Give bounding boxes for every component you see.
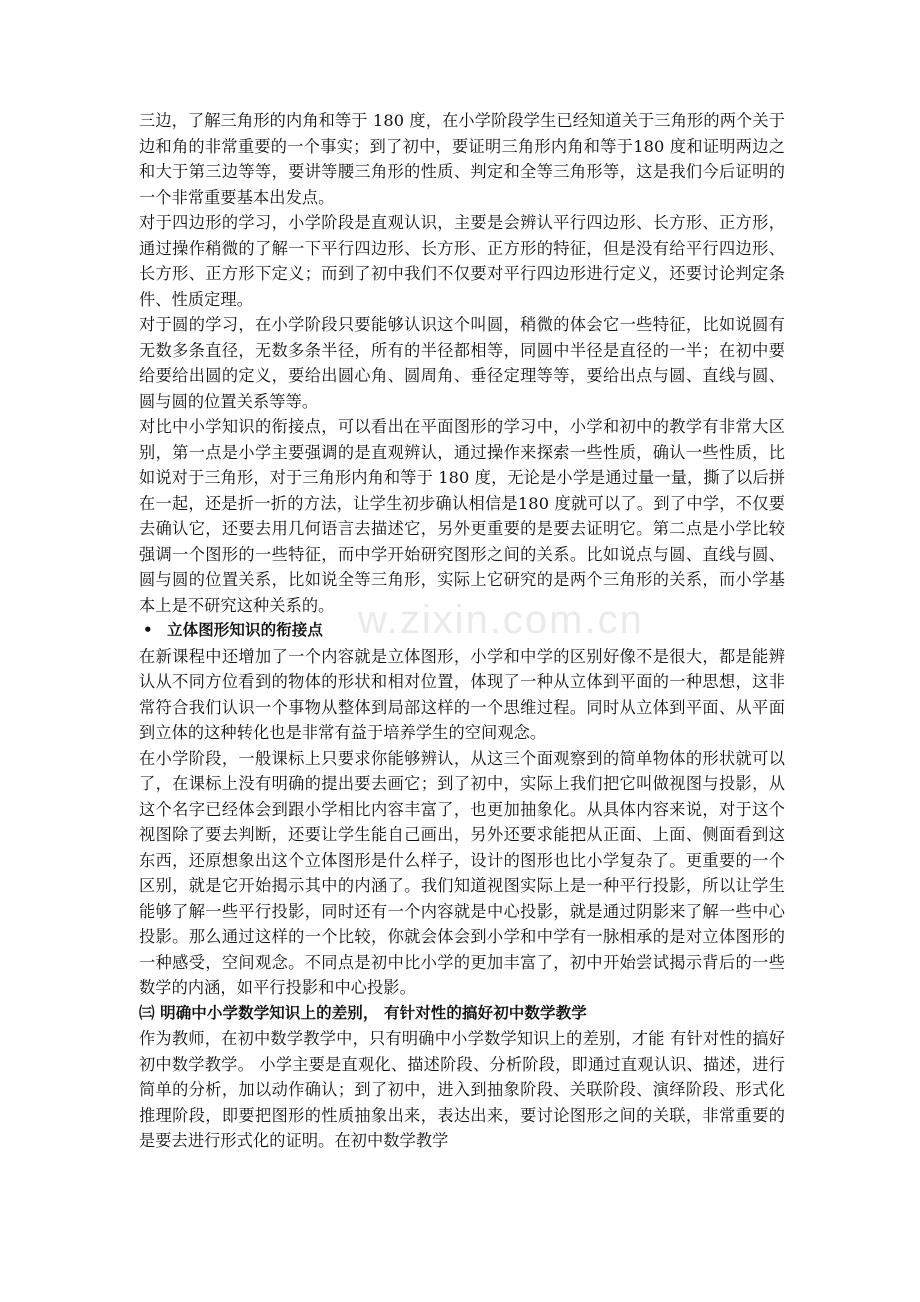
document-body bbox=[139, 108, 785, 1154]
paragraph-solid-figures: 在新课程中还增加了一个内容就是立体图形，小学和中学的区别好像不是很大，都是能辨认从不同方位看到的物体的形状和相对位置，体现了一种从立体到平面的一种思想，这非常符合我们认识一个事物从整体到局部这样的一个思维过程。同时从立体到平面、从平面到立体的这种转化也是非常有益于培养学生的空间观念。 bbox=[139, 646, 785, 742]
paragraph-triangles: 三边，了解三角形的内角和等于 180 度，在小学阶段学生已经知道关于三角形的两个关于边和角的非常重要的一个事实；到了初中，要证明三角形内角和等于180 度和证明两边之和大于第三边等等，要讲等腰三角形的性质、判定和全等三角形等，这是我们今后证明的一个非常重要基本出发点。 bbox=[139, 111, 785, 207]
section-heading-label: 立体图形知识的衔接点 bbox=[167, 621, 324, 639]
section-heading-differences: ㈢ 明确中小学数学知识上的差别， 有针对性的搞好初中数学教学 bbox=[139, 1003, 587, 1022]
paragraph-circles: 对于圆的学习，在小学阶段只要能够认识这个叫圆，稍微的体会它一些特征，比如说圆有无数多条直径，无数多条半径，所有的半径都相等，同圆中半径是直径的一半；在初中要给要给出圆的定义，要给出圆心角、圆周角、垂径定理等等，要给出点与圆、直线与圆、圆与圆的位置关系等等。 bbox=[139, 315, 785, 411]
paragraph-quadrilaterals: 对于四边形的学习，小学阶段是直观认识，主要是会辨认平行四边形、长方形、正方形，通过操作稍微的了解一下平行四边形、长方形、正方形的特征，但是没有给平行四边形、长方形、正方形下定义；而到了初中我们不仅要对平行四边形进行定义，还要讨论判定条件、性质定理。 bbox=[139, 213, 785, 309]
bullet-icon: • bbox=[143, 621, 153, 639]
watermark: w.zixin.com.cn bbox=[358, 598, 644, 642]
section-heading-solid-figures bbox=[139, 618, 785, 644]
paragraph-views-projection: 在小学阶段，一般课标上只要求你能够辨认，从这三个面观察到的简单物体的形状就可以了，在课标上没有明确的提出要去画它；到了初中，实际上我们把它叫做视图与投影，从这个名字已经体会到跟小学相比内容丰富了，也更加抽象化。从具体内容来说，对于这个视图除了要去判断，还要让学生能自己画出，另外还要求能把从正面、上面、侧面看到这东西，还原想象出这个立体图形是什么样子，设计的图形也比小学复杂了。更重要的一个区别，就是它开始揭示其中的内涵了。我们知道视图实际上是一种平行投影，所以让学生能够了解一些平行投影，同时还有一个内容就是中心投影，就是通过阴影来了解一些中心投影。那么通过这样的一个比较，你就会体会到小学和中学有一脉相承的是对立体图形的一种感受，空间观念。不同点是初中比小学的更加丰富了，初中开始尝试揭示背后的一些数学的内涵，如平行投影和中心投影。 bbox=[139, 748, 785, 997]
paragraph-teacher-role: 作为教师，在初中数学教学中，只有明确中小学数学知识上的差别，才能 有针对性的搞好初中数学教学。 小学主要是直观化、描述阶段、分析阶段，即通过直观认识、描述，进行简单的分析，加以动作确认；到了初中，进入到抽象阶段、关联阶段、演绎阶段、形式化推理阶段，即要把图形的性质抽象出来，表达出来，要讨论图形之间的关联，非常重要的是要去进行形式化的证明。在初中数学教学 bbox=[139, 1029, 785, 1150]
paragraph-plane-comparison: 对比中小学知识的衔接点，可以看出在平面图形的学习中，小学和初中的教学有非常大区别，第一点是小学主要强调的是直观辨认，通过操作来探索一些性质，确认一些性质，比如说对于三角形，对于三角形内角和等于 180 度，无论是小学是通过量一量，撕了以后拼在一起，还是折一折的方法，让学生初步确认相信是180 度就可以了。到了中学，不仅要去确认它，还要去用几何语言去描述它，另外更重要的是要去证明它。第二点是小学比较强调一个图形的一些特征，而中学开始研究图形之间的关系。比如说点与圆、直线与圆、圆与圆的位置关系，比如说全等三角形，实际上它研究的是两个三角形的关系，而小学基本上是不研究这种关系的。 bbox=[139, 417, 785, 615]
